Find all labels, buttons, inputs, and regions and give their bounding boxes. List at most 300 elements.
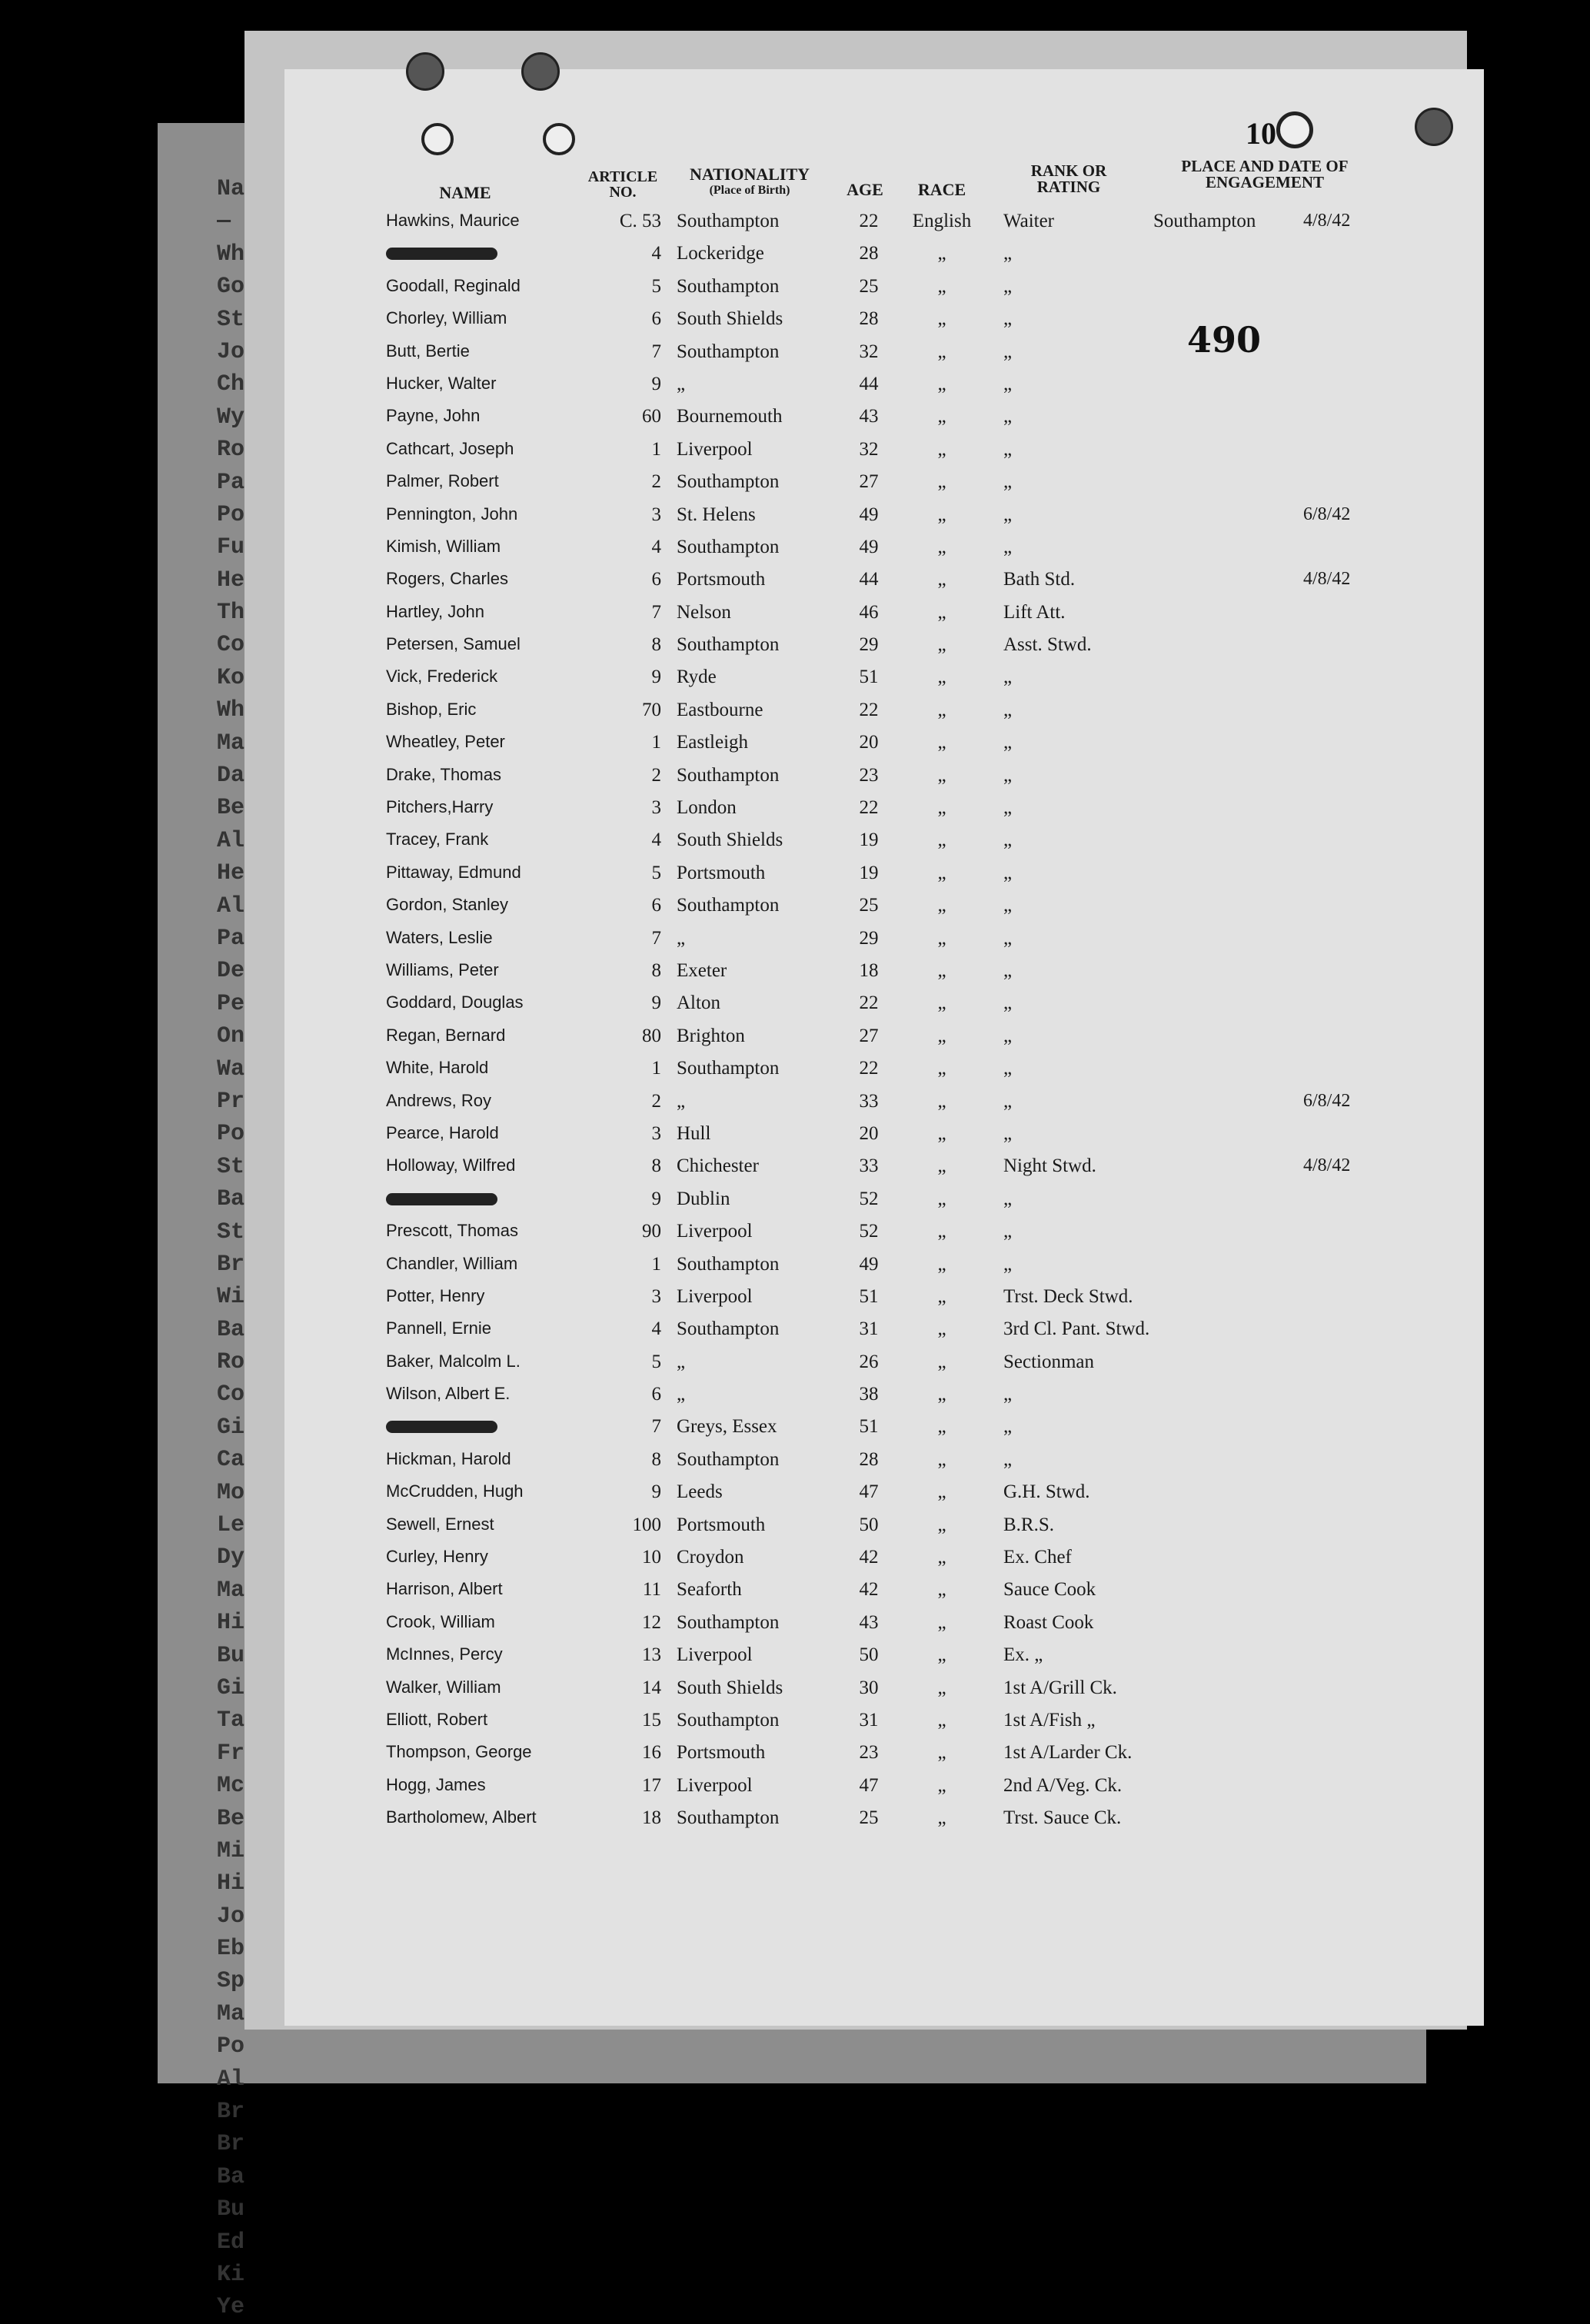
cell-rank: „ [1003,992,1013,1014]
cell-nationality: „ [677,373,686,394]
underlying-name-fragment: Na [217,176,245,202]
table-row [0,1676,1590,1708]
cell-article: 70 [642,699,661,720]
cell-race: „ [937,438,946,460]
table-row [0,828,1590,860]
cell-article: 8 [651,1448,661,1470]
cell-nationality: Greys, Essex [677,1416,777,1438]
cell-article: 7 [651,601,661,623]
cell-name: Prescott, Thomas [386,1221,518,1241]
cell-rank: „ [1003,1448,1013,1470]
cell-rank: 1st A/Grill Ck. [1003,1677,1117,1698]
cell-article: 12 [642,1611,661,1633]
underlying-name-fragment: Be [217,1805,245,1832]
cell-nationality: Dublin [677,1188,730,1209]
cell-article: 80 [642,1025,661,1046]
cell-article: 18 [642,1807,661,1829]
cell-article: 7 [651,1416,661,1438]
underlying-name-fragment: Gi [217,1414,245,1441]
cell-article: 100 [632,1514,661,1535]
underlying-name-fragment: Wi [217,1284,245,1311]
table-row [0,241,1590,274]
crew-table [0,209,1590,1839]
table-row [0,340,1590,372]
underlying-name-fragment: Ta [217,1707,245,1734]
underlying-name-fragment: He [217,567,245,593]
underlying-name-fragment: Hi [217,1870,245,1897]
table-row [0,861,1590,893]
underlying-name-fragment: Jo [217,338,245,365]
cell-nationality: London [677,797,737,819]
table-row [0,698,1590,730]
cell-name: Crook, William [386,1611,495,1631]
underlying-name-fragment: Al [217,827,245,854]
cell-rank: „ [1003,732,1013,753]
cell-article: 1 [651,732,661,753]
cell-article: 6 [651,895,661,916]
cell-rank: Trst. Deck Stwd. [1003,1285,1133,1307]
table-row [0,503,1590,535]
cell-age: 22 [859,1058,879,1079]
cell-nationality: Liverpool [677,438,753,460]
cell-nationality: Liverpool [677,1285,753,1307]
cell-race: „ [937,895,946,916]
cell-nationality: Southampton [677,1807,780,1829]
redaction-mark [386,1193,497,1205]
cell-article: 90 [642,1221,661,1242]
cell-age: 42 [859,1547,879,1568]
cell-rank: „ [1003,797,1013,819]
cell-name: Pearce, Harold [386,1122,499,1142]
underlying-name-fragment: Wa [217,1056,245,1082]
cell-nationality: Croydon [677,1547,744,1568]
cell-rank: „ [1003,1090,1013,1112]
underlying-name-fragment: Al [217,2066,245,2093]
cell-article: 8 [651,1155,661,1177]
cell-race: „ [937,536,946,557]
cell-rank: „ [1003,438,1013,460]
table-row [0,1448,1590,1480]
cell-age: 18 [859,959,879,981]
table-row [0,1480,1590,1512]
cell-age: 28 [859,243,879,264]
underlying-name-fragment: Pa [217,925,245,952]
cell-name: Baker, Malcolm L. [386,1351,521,1371]
underlying-name-fragment: Ko [217,664,245,691]
cell-article: 7 [651,341,661,362]
cell-age: 49 [859,536,879,557]
cell-race: „ [937,1611,946,1633]
cell-race: „ [937,1774,946,1796]
cell-name: Vick, Frederick [386,667,498,687]
cell-rank: „ [1003,275,1013,297]
cell-rank: „ [1003,341,1013,362]
cell-name: Palmer, Robert [386,471,499,491]
table-row [0,1056,1590,1089]
punch-hole [543,123,575,155]
cell-name: Bishop, Eric [386,699,477,719]
underlying-name-fragment: Ma [217,1577,245,1604]
underlying-name-fragment: Da [217,763,245,790]
cell-name: Bartholomew, Albert [386,1807,537,1827]
cell-race: „ [937,569,946,590]
underlying-name-fragment: Br [217,1251,245,1278]
cell-nationality: Southampton [677,634,780,656]
cell-article: 6 [651,308,661,330]
cell-age: 25 [859,895,879,916]
cell-rank: 1st A/Fish „ [1003,1709,1096,1731]
underlying-name-fragment: De [217,958,245,985]
cell-nationality: Southampton [677,1253,780,1275]
cell-rank: „ [1003,959,1013,981]
cell-race: „ [937,1025,946,1046]
cell-name: McInnes, Percy [386,1644,503,1664]
cell-nationality: Eastbourne [677,699,763,720]
underlying-name-fragment: Ba [217,2163,245,2190]
cell-nationality: Eastleigh [677,732,749,753]
table-row [0,1089,1590,1122]
table-row [0,665,1590,697]
cell-rank: „ [1003,373,1013,394]
cell-rank: „ [1003,1025,1013,1046]
cell-age: 49 [859,1253,879,1275]
cell-name [386,243,497,264]
table-row [0,1154,1590,1186]
cell-age: 52 [859,1221,879,1242]
cell-rank: 2nd A/Veg. Ck. [1003,1774,1123,1796]
cell-race: „ [937,992,946,1014]
cell-article: 3 [651,1285,661,1307]
cell-rank: „ [1003,1058,1013,1079]
cell-name: Petersen, Samuel [386,634,521,654]
redaction-mark [386,248,497,260]
cell-rank: Sectionman [1003,1351,1095,1372]
cell-name: Goddard, Douglas [386,992,524,1012]
cell-rank: Bath Std. [1003,569,1076,590]
cell-name: Chorley, William [386,308,507,328]
cell-age: 25 [859,275,879,297]
cell-article: 5 [651,1351,661,1372]
cell-name: Walker, William [386,1677,501,1697]
cell-rank: „ [1003,699,1013,720]
cell-article: 6 [651,569,661,590]
stamp-number: 490 [1187,319,1262,361]
underlying-name-fragment: Ma [217,2000,245,2027]
cell-age: 51 [859,1285,879,1307]
cell-rank: „ [1003,243,1013,264]
cell-age: 19 [859,862,879,883]
underlying-name-fragment: Fu [217,534,245,561]
cell-name: Kimish, William [386,536,501,556]
cell-age: 47 [859,1774,879,1796]
cell-article: 9 [651,992,661,1014]
underlying-name-fragment: Bu [217,1642,245,1669]
underlying-name-fragment: Hi [217,1610,245,1637]
cell-rank: „ [1003,1416,1013,1438]
cell-age: 31 [859,1709,879,1731]
cell-rank: „ [1003,862,1013,883]
cell-race: „ [937,504,946,525]
cell-rank: Ex. Chef [1003,1547,1072,1568]
cell-age: 28 [859,308,879,330]
cell-nationality: Southampton [677,895,780,916]
table-row [0,1382,1590,1415]
punch-hole [1415,108,1453,146]
cell-age: 50 [859,1514,879,1535]
underlying-name-fragment: Be [217,795,245,822]
table-row [0,209,1590,241]
table-row [0,1611,1590,1643]
cell-article: 8 [651,634,661,656]
cell-article: 1 [651,438,661,460]
cell-nationality: St. Helens [677,504,756,525]
cell-age: 30 [859,1677,879,1698]
cell-name [386,1416,497,1438]
cell-nationality: Southampton [677,211,780,231]
table-row [0,1317,1590,1349]
underlying-name-fragment: Po [217,501,245,528]
page-number: 10 [1246,116,1276,151]
cell-nationality: Southampton [677,764,780,786]
cell-rank: Lift Att. [1003,601,1066,623]
cell-name: Drake, Thomas [386,764,501,784]
underlying-name-fragment: On [217,1023,245,1050]
underlying-name-fragment: Ba [217,1186,245,1213]
cell-age: 44 [859,373,879,394]
table-row [0,274,1590,307]
header-nationality-label: NATIONALITY [689,165,810,184]
underlying-name-fragment: Dy [217,1544,245,1571]
cell-date: 6/8/42 [1303,504,1351,524]
cell-age: 51 [859,1416,879,1438]
cell-rank: „ [1003,1188,1013,1209]
cell-race: „ [937,1384,946,1405]
cell-rank: „ [1003,1122,1013,1144]
cell-rank: Sauce Cook [1003,1579,1096,1601]
cell-article: 5 [651,862,661,883]
cell-nationality: Bournemouth [677,406,783,427]
cell-rank: Roast Cook [1003,1611,1094,1633]
cell-rank: 1st A/Larder Ck. [1003,1742,1133,1764]
cell-article: 16 [642,1742,661,1764]
underlying-name-fragment: Eb [217,1936,245,1963]
underlying-name-fragment: Bu [217,2196,245,2223]
underlying-name-fragment: Po [217,2033,245,2060]
cell-nationality: „ [677,1351,686,1372]
table-row [0,1024,1590,1056]
cell-age: 28 [859,1448,879,1470]
cell-name: Elliott, Robert [386,1709,488,1729]
cell-rank: G.H. Stwd. [1003,1481,1090,1503]
cell-race: „ [937,1677,946,1698]
table-row [0,470,1590,502]
underlying-name-fragment: Th [217,600,245,627]
cell-name: Potter, Henry [386,1285,485,1305]
cell-race: English [912,211,972,231]
redaction-mark [386,1421,497,1433]
cell-race: „ [937,373,946,394]
cell-article: 8 [651,959,661,981]
cell-name: McCrudden, Hugh [386,1481,524,1501]
cell-article: 1 [651,1058,661,1079]
cell-article: 4 [651,536,661,557]
cell-article: 9 [651,1188,661,1209]
cell-rank: „ [1003,927,1013,949]
cell-race: „ [937,1448,946,1470]
cell-article: 15 [642,1709,661,1731]
header-place: PLACE AND DATE OF ENGAGEMENT [1181,157,1349,191]
cell-race: „ [937,1058,946,1079]
punch-hole [1276,111,1313,148]
cell-race: „ [937,797,946,819]
cell-name: Hartley, John [386,601,484,621]
cell-age: 32 [859,341,879,362]
cell-name: Rogers, Charles [386,569,508,589]
cell-article: 7 [651,927,661,949]
cell-article: 10 [642,1547,661,1568]
cell-age: 20 [859,732,879,753]
cell-name: Holloway, Wilfred [386,1155,516,1175]
cell-name: Butt, Bertie [386,341,470,361]
cell-race: „ [937,1221,946,1242]
table-row [0,926,1590,959]
header-age: AGE [847,180,883,199]
cell-rank: B.R.S. [1003,1514,1055,1535]
cell-rank: Waiter [1003,211,1055,231]
table-row [0,535,1590,567]
cell-age: 52 [859,1188,879,1209]
cell-article: 9 [651,373,661,394]
cell-race: „ [937,634,946,656]
cell-nationality: Portsmouth [677,1514,766,1535]
cell-rank: „ [1003,471,1013,493]
underlying-name-fragment: Mo [217,1479,245,1506]
cell-race: „ [937,1416,946,1438]
table-row [0,1806,1590,1838]
underlying-name-fragment: Pe [217,990,245,1017]
table-row [0,1774,1590,1806]
cell-article: 13 [642,1644,661,1666]
table-row [0,1578,1590,1610]
cell-age: 27 [859,471,879,493]
table-row [0,796,1590,828]
underlying-name-fragment: Go [217,274,245,301]
cell-age: 44 [859,569,879,590]
underlying-name-fragment: Co [217,1381,245,1408]
underlying-name-fragment: Ye [217,2294,245,2321]
underlying-name-fragment: Po [217,1121,245,1148]
cell-race: „ [937,308,946,330]
table-row [0,1708,1590,1741]
cell-nationality: „ [677,1090,686,1112]
cell-article: C. 53 [619,211,661,231]
cell-nationality: Southampton [677,275,780,297]
cell-article: 3 [651,1122,661,1144]
cell-race: „ [937,1253,946,1275]
header-nationality [673,166,827,197]
cell-rank: „ [1003,895,1013,916]
cell-race: „ [937,667,946,688]
underlying-name-fragment: Jo [217,1903,245,1930]
table-row [0,763,1590,796]
cell-race: „ [937,406,946,427]
cell-age: 22 [859,211,879,231]
table-row [0,437,1590,470]
cell-nationality: Leeds [677,1481,723,1503]
table-row [0,1252,1590,1285]
cell-age: 42 [859,1579,879,1601]
table-row [0,372,1590,404]
cell-name: Pitchers,Harry [386,797,494,817]
cell-nationality: Southampton [677,471,780,493]
cell-race: „ [937,959,946,981]
cell-race: „ [937,1090,946,1112]
cell-age: 33 [859,1090,879,1112]
cell-rank: „ [1003,764,1013,786]
header-article: ARTICLE NO. [587,168,658,201]
cell-age: 38 [859,1384,879,1405]
table-row [0,1513,1590,1545]
underlying-name-fragment: — [217,208,231,235]
cell-age: 50 [859,1644,879,1666]
cell-article: 4 [651,243,661,264]
cell-rank: Night Stwd. [1003,1155,1096,1177]
cell-name: Hickman, Harold [386,1448,511,1468]
cell-nationality: South Shields [677,830,783,851]
table-row [0,1545,1590,1578]
cell-race: „ [937,601,946,623]
underlying-name-fragment: St [217,1219,245,1245]
cell-nationality: Portsmouth [677,862,766,883]
table-row [0,567,1590,600]
cell-article: 2 [651,764,661,786]
cell-nationality: Southampton [677,1448,780,1470]
underlying-name-fragment: St [217,306,245,333]
cell-race: „ [937,275,946,297]
cell-article: 5 [651,275,661,297]
table-row [0,600,1590,633]
table-row [0,404,1590,437]
underlying-name-fragment: Fr [217,1740,245,1767]
underlying-name-fragment: Ki [217,2262,245,2288]
cell-rank: Asst. Stwd. [1003,634,1092,656]
table-row [0,991,1590,1023]
cell-name: Cathcart, Joseph [386,438,514,458]
table-row [0,1187,1590,1219]
cell-article: 60 [642,406,661,427]
cell-nationality: South Shields [677,1677,783,1698]
cell-article: 3 [651,504,661,525]
cell-article: 9 [651,1481,661,1503]
table-row [0,307,1590,339]
cell-race: „ [937,471,946,493]
underlying-name-fragment: Ca [217,1447,245,1474]
underlying-name-fragment: Wh [217,241,245,268]
cell-name: Pittaway, Edmund [386,862,521,882]
cell-age: 51 [859,667,879,688]
cell-nationality: Chichester [677,1155,759,1177]
table-row [0,1285,1590,1317]
cell-article: 11 [642,1579,661,1601]
cell-race: „ [937,862,946,883]
cell-name: Waters, Leslie [386,927,493,947]
cell-nationality: Exeter [677,959,727,981]
cell-race: „ [937,699,946,720]
cell-name: Harrison, Albert [386,1579,503,1599]
cell-race: „ [937,1188,946,1209]
underlying-name-fragment: He [217,860,245,887]
cell-age: 25 [859,1807,879,1829]
